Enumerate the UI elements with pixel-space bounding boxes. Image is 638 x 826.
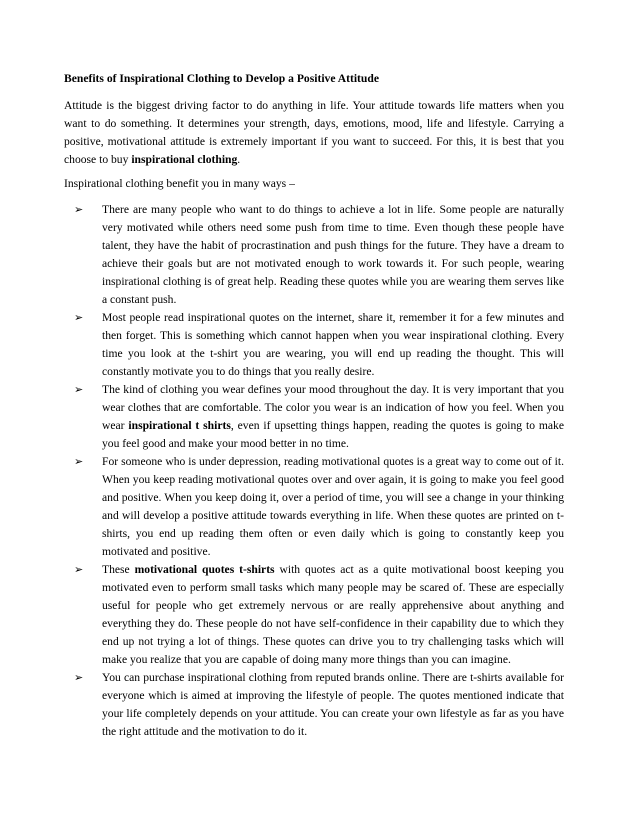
list-item (74, 381, 564, 453)
arrow-bullet-icon: ➢ (74, 203, 84, 216)
list-item (74, 309, 564, 381)
bullet-text: Most people read inspirational quotes on the internet, share it, remember it for a few minutes and then forget. This is something which cannot happen when you wear inspirational clothing. Every time you look at the t-shirt you are wearing, you will end up reading the thought. This will constantly motivate you to do things that you really desire. (102, 311, 564, 378)
arrow-bullet-icon: ➢ (74, 671, 84, 684)
list-item (74, 669, 564, 741)
list-item (74, 561, 564, 669)
arrow-bullet-icon: ➢ (74, 455, 84, 468)
bullet-text: These (102, 563, 135, 576)
list-item (74, 201, 564, 309)
document-title: Benefits of Inspirational Clothing to Develop a Positive Attitude (64, 72, 379, 85)
arrow-bullet-icon: ➢ (74, 563, 84, 576)
list-item (74, 453, 564, 561)
bullet-bold-text: motivational quotes t-shirts (134, 563, 275, 576)
benefit-list (64, 201, 564, 741)
lead-in-line: Inspirational clothing benefit you in many ways – (64, 177, 295, 190)
bullet-text: The kind of clothing you wear defines your mood throughout the day. It is very important that you wear clothes that are comfortable. The color you wear is an indication of how you feel. When you wear (102, 383, 564, 432)
bullet-text: For someone who is under depression, reading motivational quotes is a great way to come out of it. When you keep reading motivational quotes over and over again, it is going to make you feel good and positive. When you keep doing it, over a period of time, you will see a change in your thinking and will develop a positive attitude towards everything in life. When these quotes are printed on t-shirts, you end up reading them often or even daily which is going to constantly keep you motivated and positive. (102, 455, 564, 558)
arrow-bullet-icon: ➢ (74, 311, 84, 324)
intro-paragraph (64, 97, 564, 169)
bullet-text: You can purchase inspirational clothing from reputed brands online. There are t-shirts available for everyone which is aimed at improving the lifestyle of people. The quotes mentioned indicate that your life completely depends on your attitude. You can create your own lifestyle as far as you have the right attitude and the motivation to do it. (102, 671, 564, 738)
intro-tail: . (237, 153, 241, 166)
arrow-bullet-icon: ➢ (74, 383, 84, 396)
intro-text: Attitude is the biggest driving factor to do anything in life. Your attitude towards life matters when you want to do something. It determines your strength, days, emotions, mood, life and lifestyle. Carrying a positive, motivational attitude is extremely important if you want to succeed. For this, it is best that you choose to buy (64, 99, 564, 166)
bullet-text-after: with quotes act as a quite motivational boost keeping you motivated even to perform small tasks which many people may be scared of. These are especially useful for people who get extremely nervous or are really apprehensive about anything and everything they do. These people do not have self-confidence in their capability due to which they end up not trying a lot of things. These quotes can drive you to try challenging tasks which will make you realize that you are capable of doing many more things than you can imagine. (102, 563, 564, 666)
intro-bold-link-text: inspirational clothing (131, 153, 238, 166)
bullet-bold-text: inspirational t shirts (128, 419, 231, 432)
bullet-text-after: , even if upsetting things happen, reading the quotes is going to make you feel good and make your mood better in no time. (102, 419, 564, 450)
document-body (64, 71, 564, 741)
bullet-text: There are many people who want to do things to achieve a lot in life. Some people are naturally very motivated while others need some push from time to time. Even though these people have talent, they have the habit of procrastination and push things for the future. They have a dream to achieve their goals but are not motivated enough to work towards it. For such people, wearing inspirational clothing is of great help. Reading these quotes while you are wearing them serves like a constant push. (102, 203, 564, 306)
